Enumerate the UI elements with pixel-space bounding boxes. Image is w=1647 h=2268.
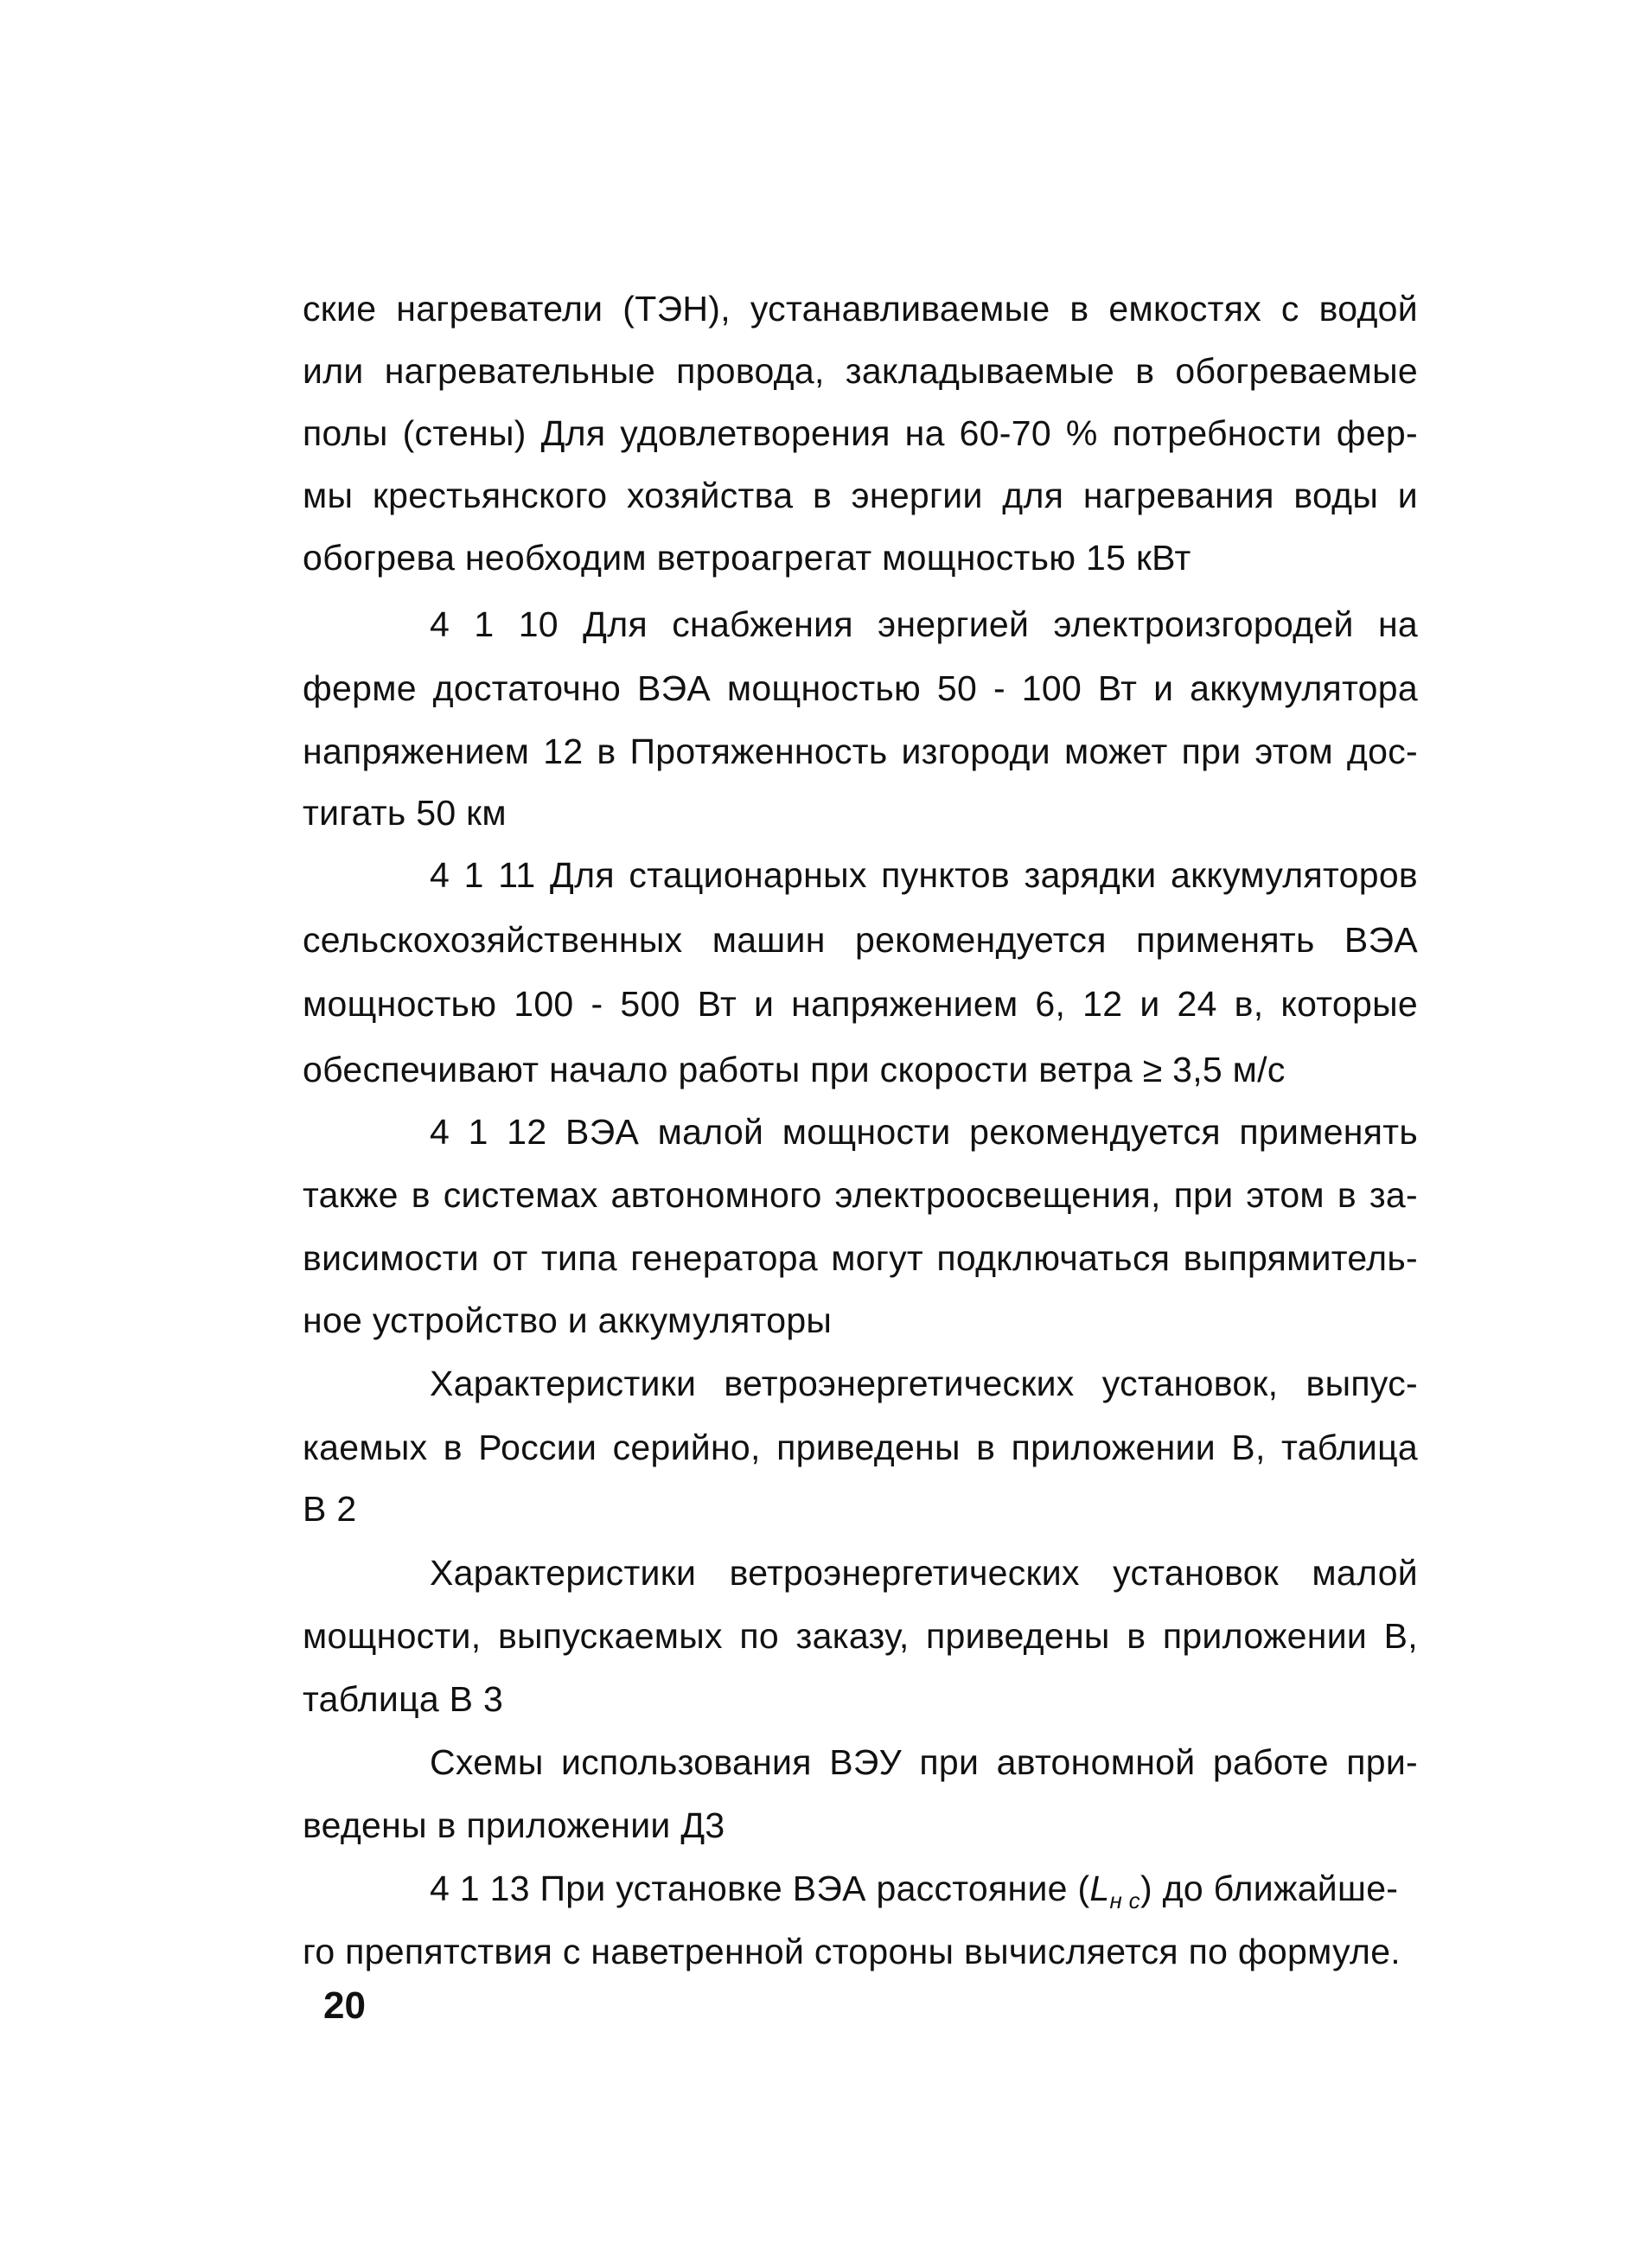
text-line: мы крестьянского хозяйства в энергии для нагревания воды и xyxy=(303,476,1418,515)
text-line: таблица В 3 xyxy=(303,1679,504,1719)
text-fragment: 4 1 13 При установке ВЭА расстояние ( xyxy=(430,1869,1090,1908)
text-line: мощности, выпускаемых по заказу, приведены в приложении В, xyxy=(303,1616,1418,1656)
distance-subscript: н с xyxy=(1109,1888,1140,1914)
text-line: или нагревательные провода, закладываемые в обогреваемые xyxy=(303,351,1418,391)
text-fragment: ) до ближайше- xyxy=(1139,1869,1399,1908)
text-line: ферме достаточно ВЭА мощностью 50 - 100 Вт и аккумулятора xyxy=(303,668,1418,708)
text-line: Характеристики ветроэнергетических установок, выпус- xyxy=(430,1364,1418,1403)
text-line: ведены в приложении Д3 xyxy=(303,1805,725,1845)
text-line: обеспечивают начало работы при скорости ветра ≥ 3,5 м/с xyxy=(303,1050,1286,1089)
section-4-1-13-line xyxy=(430,1856,1398,1920)
text-line: Схемы использования ВЭУ при автономной работе при- xyxy=(430,1742,1418,1782)
text-line: В 2 xyxy=(303,1489,357,1529)
distance-symbol: L xyxy=(1089,1869,1110,1908)
text-line: сельскохозяйственных машин рекомендуется применять ВЭА xyxy=(303,920,1418,960)
text-line: тигать 50 км xyxy=(303,793,507,833)
text-line: Характеристики ветроэнергетических установок малой xyxy=(430,1553,1418,1593)
text-line: висимости от типа генератора могут подключаться выпрямитель- xyxy=(303,1238,1418,1278)
text-line: ские нагреватели (ТЭН), устанавливаемые в емкостях с водой xyxy=(303,289,1418,329)
text-line: го препятствия с наветренной стороны вычисляется по формуле. xyxy=(303,1932,1401,1971)
text-line: напряжением 12 в Протяженность изгороди может при этом дос- xyxy=(303,732,1418,771)
section-4-1-11-line: 4 1 11 Для стационарных пунктов зарядки аккумуляторов xyxy=(430,855,1418,895)
page-number: 20 xyxy=(323,1984,366,2027)
text-line: также в системах автономного электроосвещения, при этом в за- xyxy=(303,1175,1418,1215)
section-4-1-10-line: 4 1 10 Для снабжения энергией электроизгородей на xyxy=(430,604,1418,644)
section-4-1-12-line: 4 1 12 ВЭА малой мощности рекомендуется применять xyxy=(430,1112,1418,1152)
text-line: ное устройство и аккумуляторы xyxy=(303,1300,833,1340)
text-line: полы (стены) Для удовлетворения на 60-70 % потребности фер- xyxy=(303,413,1418,453)
text-line: каемых в России серийно, приведены в приложении В, таблица xyxy=(303,1428,1418,1467)
text-line: мощностью 100 - 500 Вт и напряжением 6, 12 и 24 в, которые xyxy=(303,984,1418,1024)
text-line: обогрева необходим ветроагрегат мощностью 15 кВт xyxy=(303,538,1191,578)
